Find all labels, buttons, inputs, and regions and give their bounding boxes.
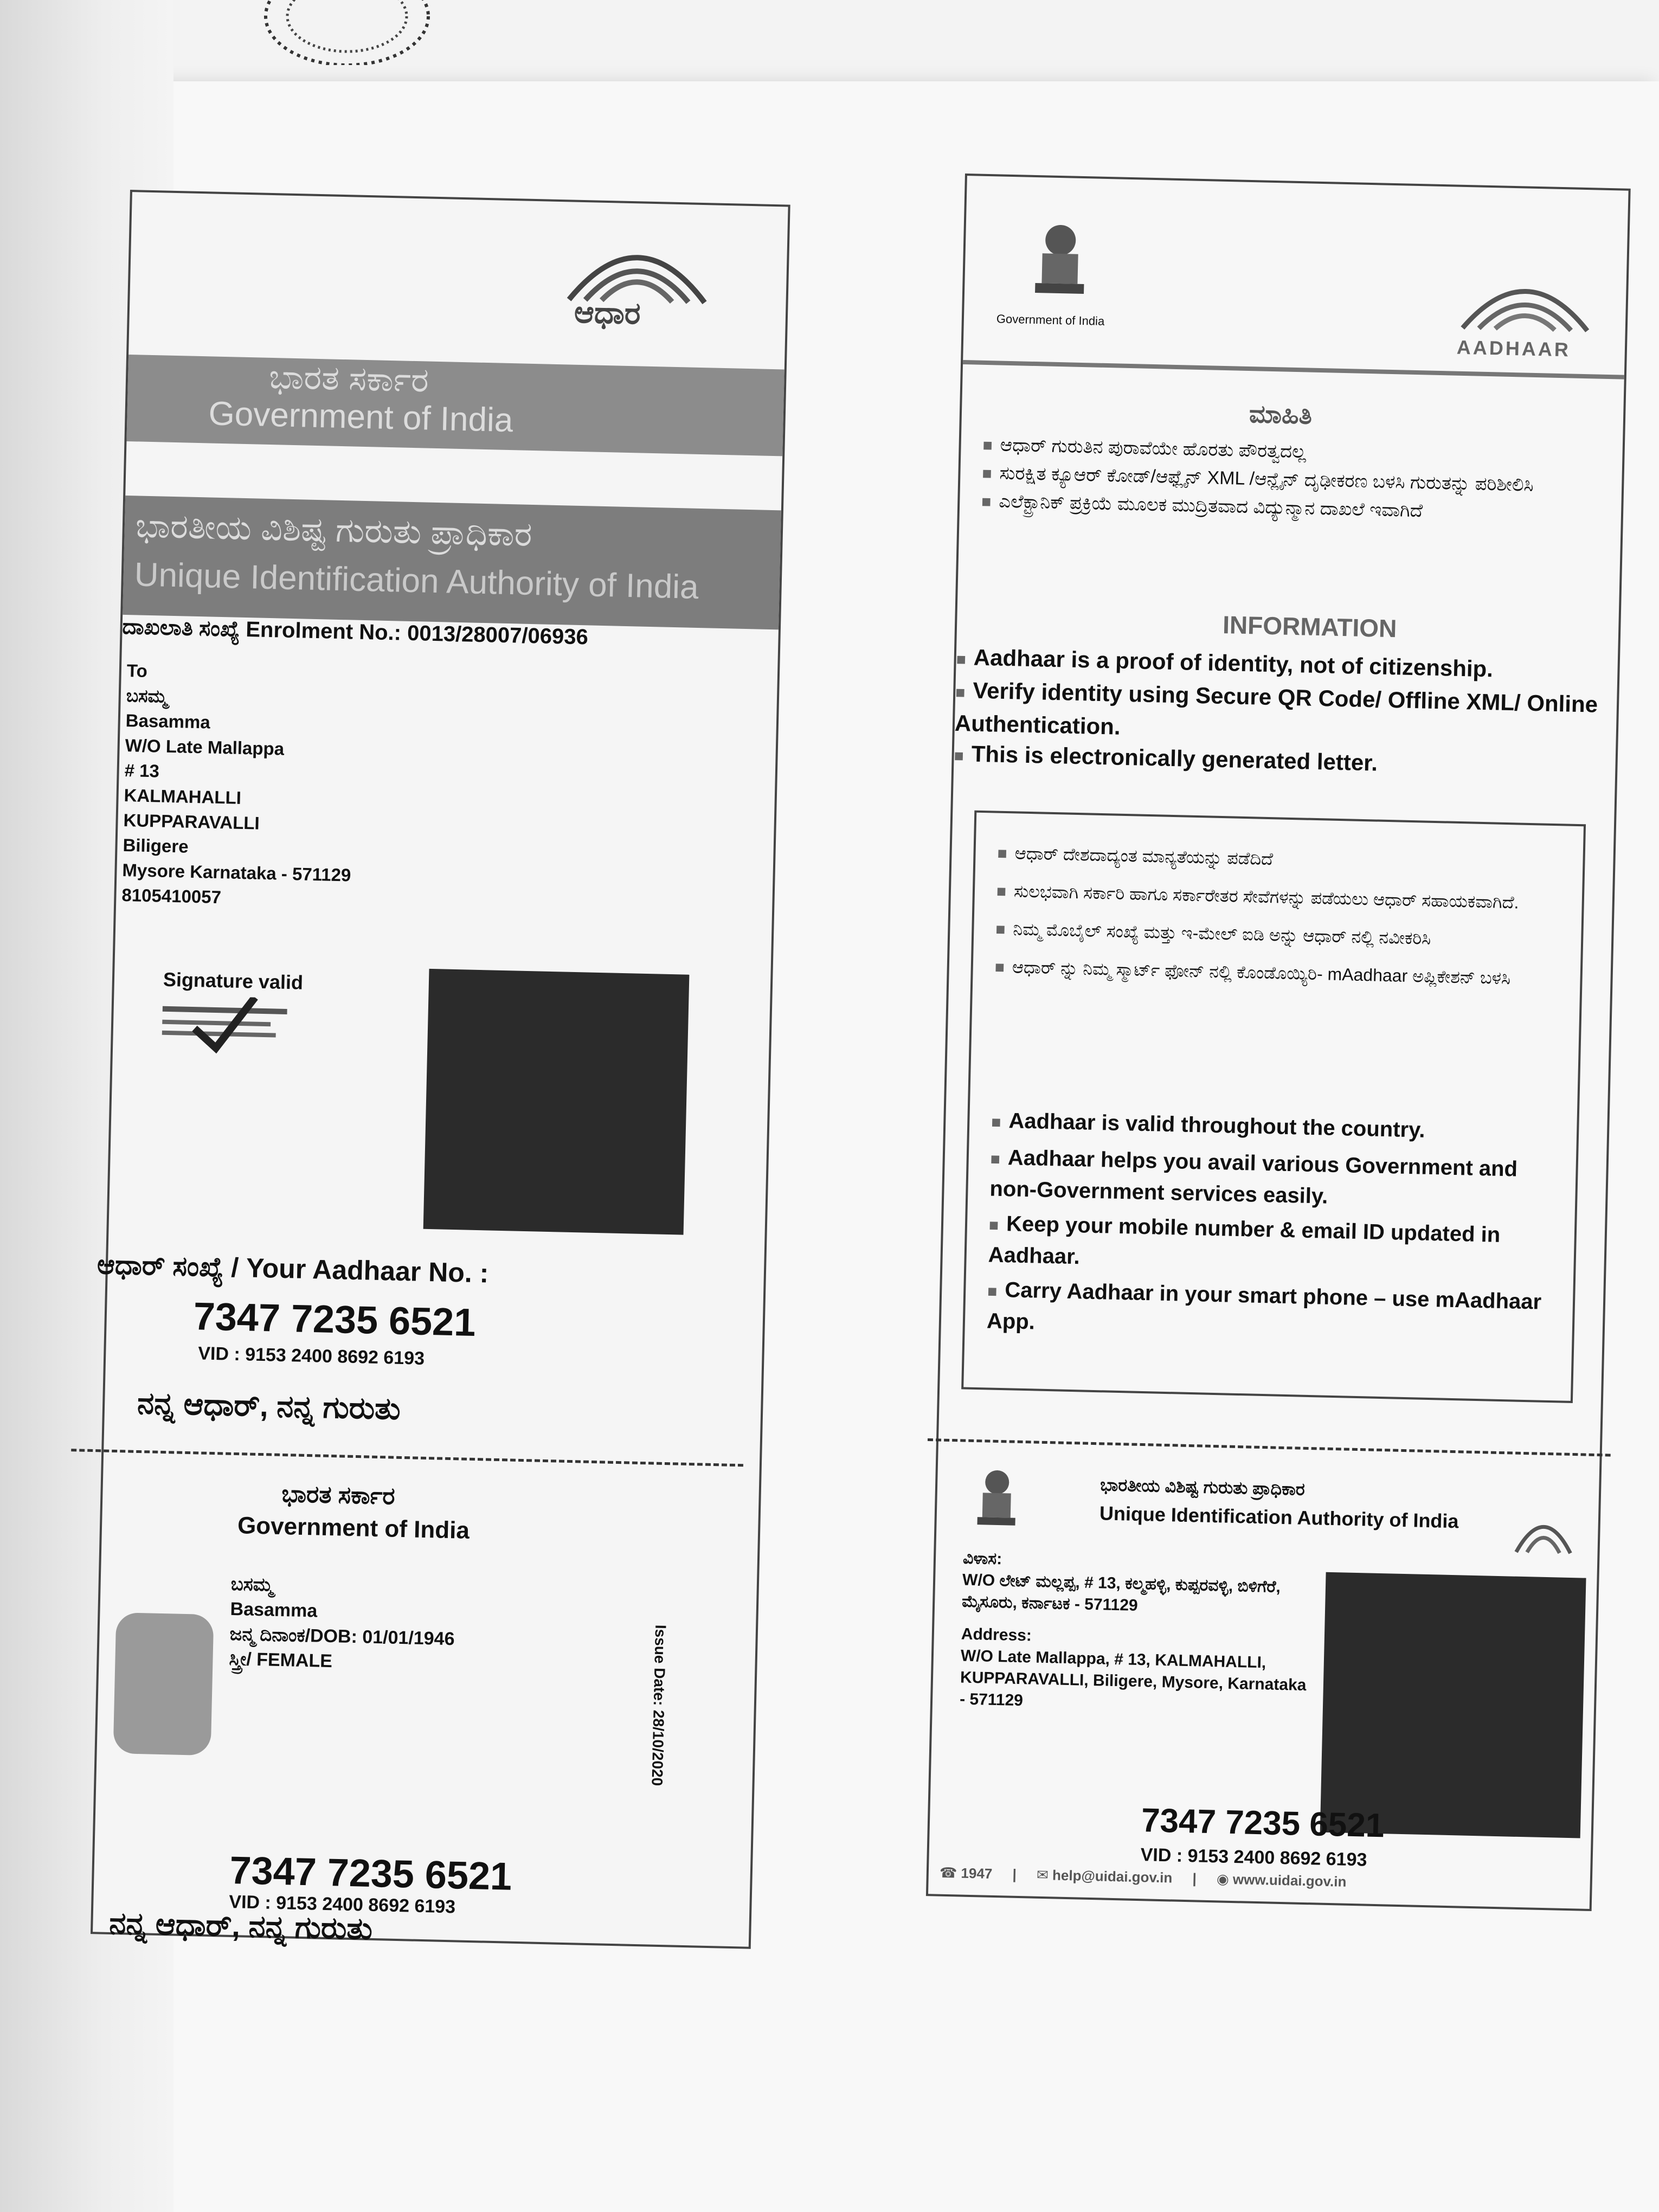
signature-label: Signature valid bbox=[163, 968, 304, 994]
card-uidai-kannada: ಭಾರತೀಯ ವಿಶಿಷ್ಟ ಗುರುತು ಪ್ರಾಧಿಕಾರ bbox=[1099, 1475, 1306, 1499]
features-list-kannada bbox=[994, 840, 1561, 993]
address-kannada: W/O ಲೇಟ್ ಮಲ್ಲಪ್ಪ, # 13, ಕಲ್ಮಹಳ್ಳಿ, ಕುಪ್ಪರವಳ್ಳಿ, ಬಿಳಿಗೆರೆ, ಮೈಸೂರು, ಕರ್ನಾಟಕ - 571129 bbox=[961, 1571, 1281, 1615]
address-english: W/O Late Mallappa, # 13, KALMAHALLI, KUPPARAVALLI, Biligere, Mysore, Karnataka - 571129 bbox=[959, 1647, 1307, 1710]
card-qr-code bbox=[1320, 1572, 1586, 1838]
feature-item-kannada: ■ ಆಧಾರ್ ದೇಶದಾದ್ಯಂತ ಮಾನ್ಯತೆಯನ್ನು ಪಡೆದಿದೆ bbox=[997, 843, 1274, 869]
help-email: help@uidai.gov.in bbox=[1052, 1867, 1173, 1886]
card-aadhaar-number: 7347 7235 6521 bbox=[1141, 1802, 1385, 1845]
card-aadhaar-number: 7347 7235 6521 bbox=[229, 1848, 513, 1899]
info-item: ■ Verify identity using Secure QR Code/ Offline XML/ Online Authentication. bbox=[954, 677, 1598, 740]
contact-footer: ☎ 1947 | ✉ help@uidai.gov.in | ◉ www.uidai.gov.in bbox=[939, 1864, 1347, 1890]
holder-name-kannada: ಬಸಮ್ಮ bbox=[230, 1573, 274, 1596]
info-item-kannada: ■ ಸುರಕ್ಷಿತ ಕ್ಯೂಆರ್ ಕೋಡ್/ಆಫ್ಲೈನ್ XML /ಆನ್ಲೈನ್ ದೃಢೀಕರಣ ಬಳಸಿ ಗುರುತನ್ನು ಪರಿಶೀಲಿಸಿ bbox=[982, 462, 1534, 496]
card-holder-details bbox=[229, 1572, 456, 1676]
info-item-kannada: ■ ಎಲೆಕ್ಟ್ರಾನಿಕ್ ಪ್ರಕ್ರಿಯೆ ಮೂಲಕ ಮುದ್ರಿತವಾದ ವಿದ್ಯುನ್ಮಾನ ದಾಖಲೆ ಇವಾಗಿದೆ bbox=[981, 491, 1423, 522]
info-item: ■ Aadhaar is a proof of identity, not of citizenship. bbox=[956, 644, 1494, 682]
card-virtual-id: VID : 9153 2400 8692 6193 bbox=[1140, 1844, 1367, 1870]
holder-name: Basamma bbox=[230, 1598, 318, 1622]
info-heading-kannada: ಮಾಹಿತಿ bbox=[1249, 400, 1313, 429]
header-rule bbox=[963, 360, 1624, 380]
signature-valid-check-icon bbox=[162, 995, 287, 1058]
enrolment-label: Enrolment No.: bbox=[245, 618, 402, 645]
address-line: KUPPARAVALLI bbox=[123, 810, 260, 833]
address-line: 8105410057 bbox=[121, 884, 222, 908]
aadhaar-letter-back bbox=[926, 173, 1631, 1911]
uidai-kannada: ಭಾರತೀಯ ವಿಶಿಷ್ಟ ಗುರುತು ಪ್ರಾಧಿಕಾರ bbox=[135, 507, 533, 554]
recipient-address bbox=[121, 658, 356, 912]
info-heading-english: INFORMATION bbox=[1222, 610, 1397, 643]
uidai-english: Unique Identification Authority of India bbox=[134, 556, 699, 606]
enrolment-kannada: ದಾಖಲಾತಿ ಸಂಖ್ಯೆ bbox=[122, 614, 240, 641]
info-item: ■ This is electronically generated letter. bbox=[954, 741, 1378, 776]
card-government-kannada: ಭಾರತ ಸರ್ಕಾರ bbox=[281, 1480, 396, 1510]
aadhaar-logo-text: ಆಧಾರ bbox=[574, 294, 641, 331]
aadhaar-letter-front bbox=[91, 190, 790, 1949]
virtual-id: VID : 9153 2400 8692 6193 bbox=[197, 1343, 425, 1369]
holder-dob: ಜನ್ಮ ದಿನಾಂಕ/DOB: 01/01/1946 bbox=[229, 1623, 455, 1650]
card-government-english: Government of India bbox=[237, 1512, 470, 1544]
address-line: To bbox=[126, 660, 148, 681]
cut-line bbox=[928, 1438, 1611, 1457]
address-label: Address: bbox=[961, 1625, 1032, 1645]
phone-icon: ☎ bbox=[939, 1864, 957, 1881]
national-emblem-icon bbox=[239, 0, 455, 65]
address-line: Mysore Karnataka - 571129 bbox=[122, 859, 351, 885]
your-aadhaar-label: / Your Aadhaar No. : bbox=[230, 1252, 489, 1289]
address-line: Basamma bbox=[125, 710, 211, 732]
aadhaar-logo-text: AADHAAR bbox=[1456, 336, 1571, 361]
address-line: ಬಸಮ್ಮ bbox=[126, 685, 168, 706]
your-aadhaar-kannada: ಆಧಾರ್ ಸಂಖ್ಯೆ bbox=[97, 1249, 224, 1283]
card-virtual-id: VID : 9153 2400 8692 6193 bbox=[228, 1891, 456, 1918]
emblem-caption: Government of India bbox=[996, 312, 1105, 328]
helpline-number: 1947 bbox=[961, 1864, 993, 1882]
feature-item-kannada: ■ ಸುಲಭವಾಗಿ ಸರ್ಕಾರಿ ಹಾಗೂ ಸರ್ಕಾರೇತರ ಸೇವೆಗಳನ್ನು ಪಡೆಯಲು ಆಧಾರ್ ಸಹಾಯಕವಾಗಿದೆ. bbox=[996, 881, 1519, 912]
email-icon: ✉ bbox=[1036, 1866, 1049, 1883]
feature-item: ■ Carry Aadhaar in your smart phone – use mAadhaar App. bbox=[986, 1278, 1542, 1334]
features-box bbox=[961, 811, 1586, 1403]
address-line: W/O Late Mallappa bbox=[125, 735, 285, 759]
address-label-kannada: ವಿಳಾಸ: bbox=[962, 1549, 1002, 1568]
card-uidai-english: Unique Identification Authority of India bbox=[1099, 1502, 1459, 1533]
national-emblem-icon bbox=[974, 1467, 1019, 1533]
feature-item: ■ Keep your mobile number & email ID updated in Aadhaar. bbox=[988, 1212, 1501, 1269]
feature-item: ■ Aadhaar is valid throughout the country. bbox=[991, 1109, 1426, 1142]
info-list-kannada bbox=[981, 431, 1601, 530]
address-line: Biligere bbox=[123, 835, 189, 857]
national-emblem-icon bbox=[1030, 221, 1091, 303]
government-english: Government of India bbox=[208, 395, 514, 440]
card-tagline-kannada: ನನ್ನ ಆಧಾರ್, ನನ್ನ ಗುರುತು bbox=[108, 1905, 373, 1946]
card-address bbox=[960, 1548, 1310, 1718]
government-kannada: ಭಾರತ ಸರ್ಕಾರ bbox=[268, 358, 429, 400]
globe-icon: ◉ bbox=[1216, 1870, 1230, 1887]
info-list-english bbox=[954, 642, 1607, 786]
your-aadhaar-line bbox=[97, 1249, 489, 1289]
feature-item-kannada: ■ ನಿಮ್ಮ ಮೊಬೈಲ್ ಸಂಖ್ಯೆ ಮತ್ತು ಇ-ಮೇಲ್ ಐಡಿ ಅನ್ನು ಆಧಾರ್ ನಲ್ಲಿ ನವೀಕರಿಸಿ bbox=[995, 919, 1431, 948]
tagline-kannada: ನನ್ನ ಆಧಾರ್, ನನ್ನ ಗುರುತು bbox=[137, 1385, 401, 1426]
qr-code bbox=[423, 969, 690, 1235]
website-link: www.uidai.gov.in bbox=[1232, 1871, 1347, 1890]
info-item-kannada: ■ ಆಧಾರ್ ಗುರುತಿನ ಪುರಾವೆಯೇ ಹೊರತು ಪೌರತ್ವದಲ್ಲ bbox=[982, 434, 1307, 462]
feature-item: ■ Aadhaar helps you avail various Government and non-Government services easily. bbox=[989, 1146, 1518, 1208]
cut-line bbox=[71, 1449, 743, 1467]
address-line: # 13 bbox=[124, 760, 160, 781]
feature-item-kannada: ■ ಆಧಾರ್ ನ್ನು ನಿಮ್ಮ ಸ್ಮಾರ್ಟ್ ಫೋನ್ ನಲ್ಲಿ ಕೊಂಡೊಯ್ಯಿರಿ- mAadhaar ಅಪ್ಲಿಕೇಶನ್ ಬಳಸಿ bbox=[994, 957, 1511, 988]
aadhaar-logo-icon bbox=[1452, 268, 1600, 336]
aadhaar-logo-icon bbox=[1510, 1512, 1577, 1557]
issue-date: Issue Date: 28/10/2020 bbox=[648, 1624, 670, 1786]
features-list-english bbox=[986, 1106, 1555, 1348]
holder-photo bbox=[113, 1612, 214, 1756]
address-line: KALMAHALLI bbox=[124, 785, 242, 808]
aadhaar-number: 7347 7235 6521 bbox=[192, 1295, 477, 1345]
enrolment-number: 0013/28007/06936 bbox=[407, 621, 589, 650]
holder-gender: ಸ್ತ್ರೀ/ FEMALE bbox=[229, 1648, 333, 1672]
